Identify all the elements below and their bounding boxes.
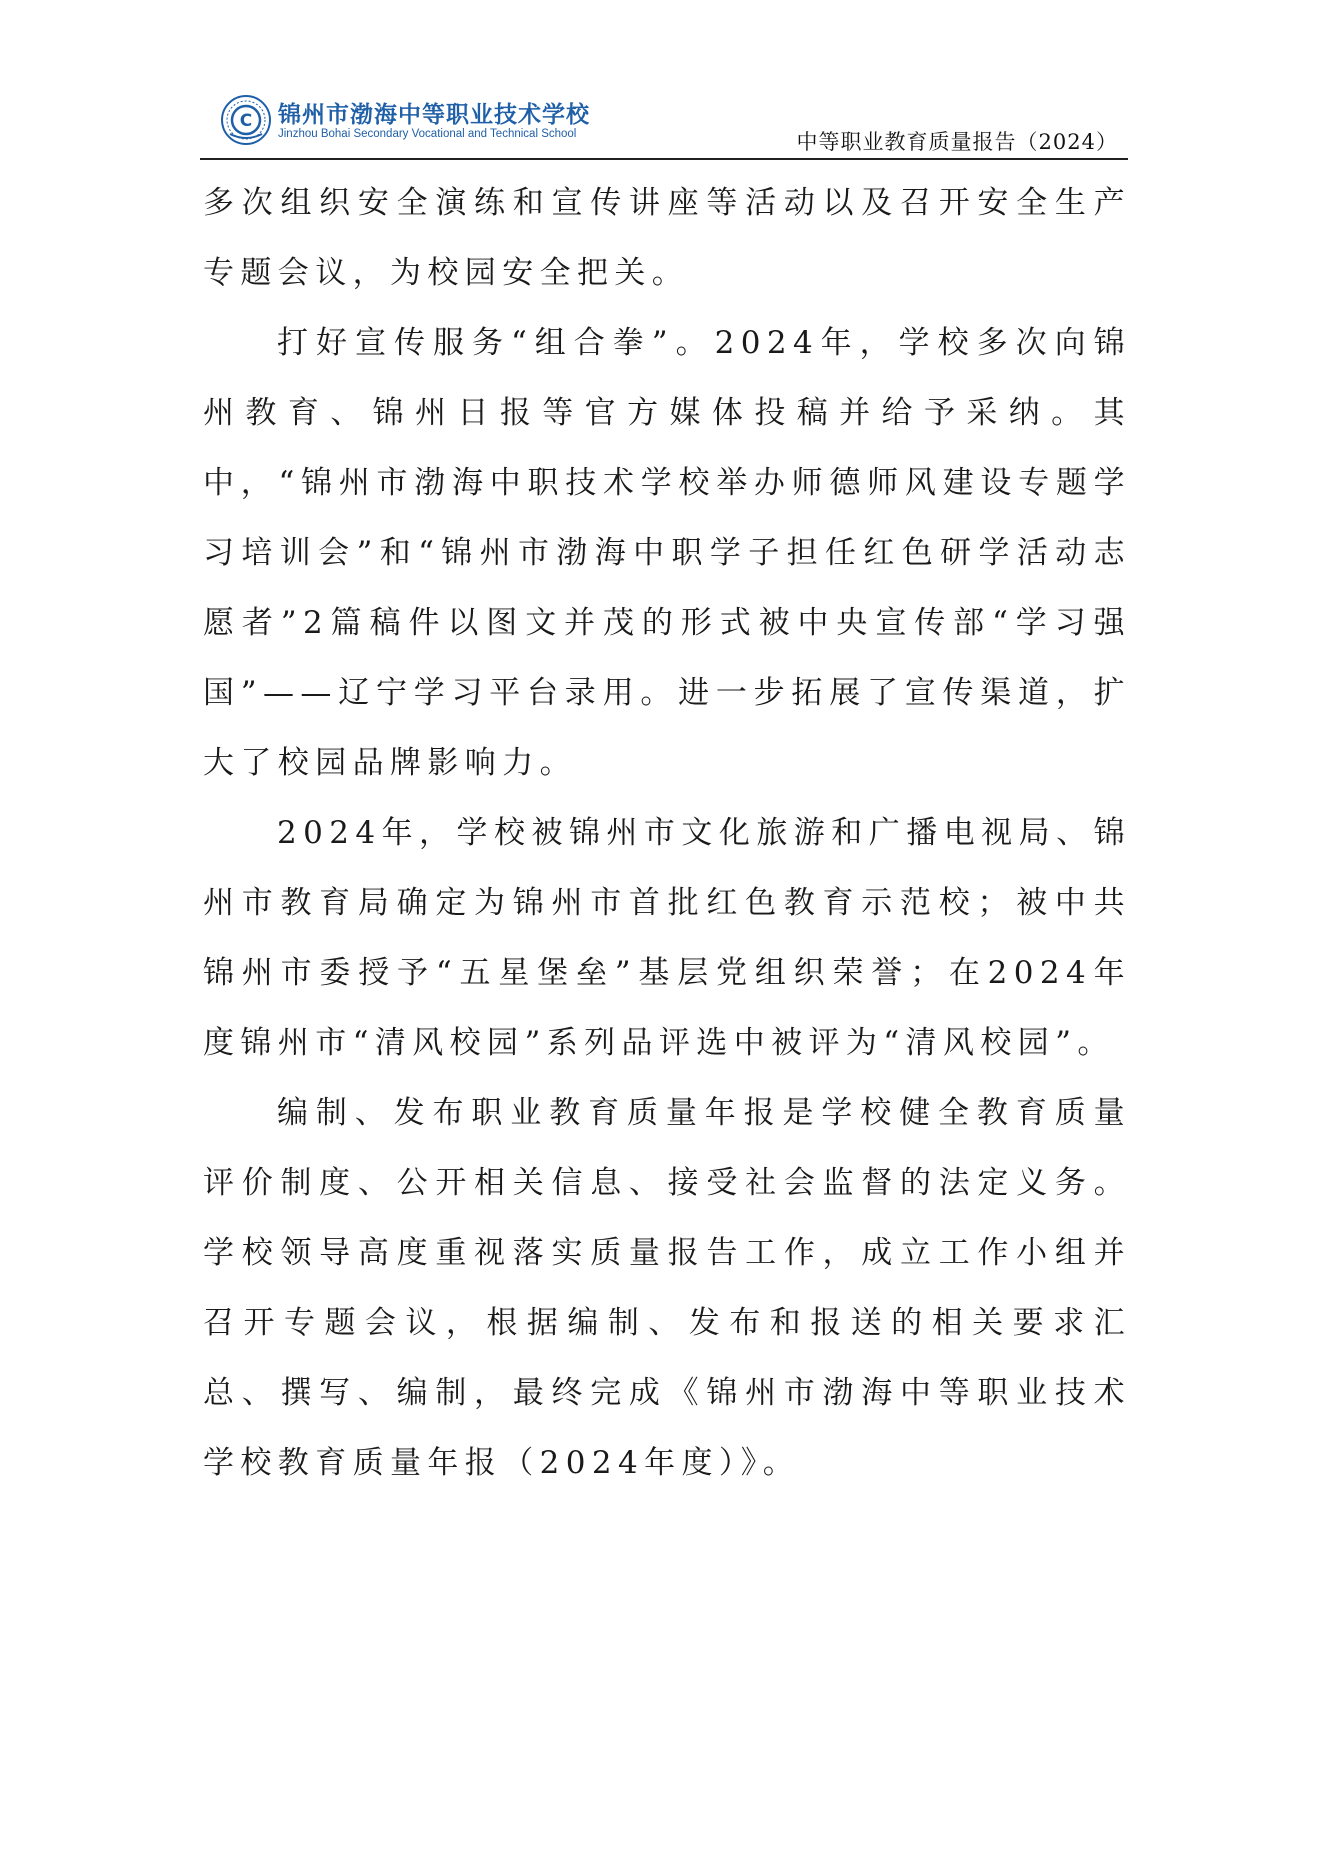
paragraph: 编制、发布职业教育质量年报是学校健全教育质量评价制度、公开相关信息、接受社会监督的法定义务。学校领导高度重视落实质量报告工作，成立工作小组并召开专题会议，根据编制、发布和报送的相关要求汇总、撰写、编制，最终完成《锦州市渤海中等职业技术学校教育质量年报（2024年度）》。 <box>203 1095 1131 1481</box>
school-name-en: Jinzhou Bohai Secondary Vocational and Technical School <box>278 128 577 140</box>
header-divider <box>200 158 1128 160</box>
page-header <box>200 88 1128 160</box>
paragraph: 打好宣传服务“组合拳”。2024年，学校多次向锦州教育、锦州日报等官方媒体投稿并给予采纳。其中，“锦州市渤海中职技术学校举办师德师风建设专题学习培训会”和“锦州市渤海中职学子担任红色研学活动志愿者”2篇稿件以图文并茂的形式被中央宣传部“学习强国”——辽宁学习平台录用。进一步拓展了宣传渠道，扩大了校园品牌影响力。 <box>203 325 1131 781</box>
paragraph: 多次组织安全演练和宣传讲座等活动以及召开安全生产专题会议，为校园安全把关。 <box>203 185 1131 291</box>
paragraph: 2024年，学校被锦州市文化旅游和广播电视局、锦州市教育局确定为锦州市首批红色教育示范校；被中共锦州市委授予“五星堡垒”基层党组织荣誉；在2024年度锦州市“清风校园”系列品评选中被评为“清风校园”。 <box>203 815 1131 1061</box>
logo-letter: C <box>239 111 253 131</box>
document-body <box>203 168 1131 1498</box>
report-title: 中等职业教育质量报告（2024） <box>796 130 1118 154</box>
school-logo-icon <box>220 94 272 146</box>
school-name-cn: 锦州市渤海中等职业技术学校 <box>278 102 590 128</box>
